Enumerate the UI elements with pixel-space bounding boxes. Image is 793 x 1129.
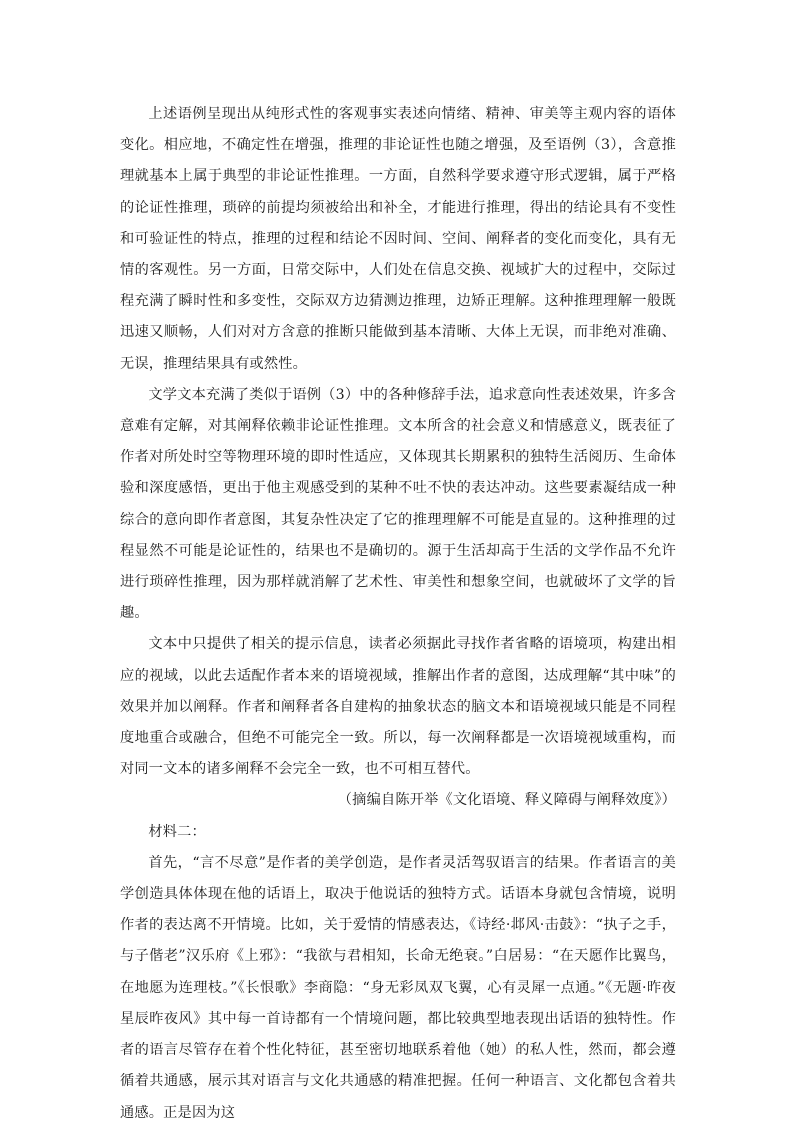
paragraph-literary-text: 文学文本充满了类似于语例（3）中的各种修辞手法，追求意向性表述效果，许多含意难有定解，对其阐释依赖非论证性推理。文本所含的社会意义和情感意义，既表征了作者对所处时空等物理环境的即时性适应，又体现其长期累积的独特生活阅历、生命体验和深度感悟，更出于他主观感受到的某种不吐不快的表达冲动。这些要素凝结成一种综合的意向即作者意图，其复杂性决定了它的推理理解不可能是直显的。这种推理的过程显然不可能是论证性的，结果也不是确切的。源于生活却高于生活的文学作品不允许进行琐碎性推理，因为那样就消解了艺术性、审美性和想象空间，也就破坏了文学的旨趣。 bbox=[120, 386, 676, 622]
source-citation: （摘编自陈开举《文化语境、释义障碍与阐释效度》） bbox=[337, 792, 676, 809]
paragraph-inference-types: 上述语例呈现出从纯形式性的客观事实表述向情绪、精神、审美等主观内容的语体变化。相应地，不确定性在增强，推理的非论证性也随之增强，及至语例（3），含意推理就基本上属于典型的非论证性推理。一方面，自然科学要求遵守形式逻辑，属于严格的论证性推理，琐碎的前提均须被给出和补全，才能进行推理，得出的结论具有不变性和可验证性的特点，推理的过程和结论不因时间、空间、阐释者的变化而变化，具有无情的客观性。另一方面，日常交际中，人们处在信息交换、视域扩大的过程中，交际过程充满了瞬时性和多变性，交际双方边猜测边推理，边矫正理解。这种推理理解一般既迅速又顺畅，人们对对方含意的推断只能做到基本清晰、大体上无误，而非绝对准确、无误，推理结果具有或然性。 bbox=[120, 106, 676, 372]
paragraph-material-two: 首先，“言不尽意”是作者的美学创造，是作者灵活驾驭语言的结果。作者语言的美学创造具体体现在他的话语上，取决于他说话的独特方式。话语本身就包含情境，说明作者的表达离不开情境。比如，关于爱情的情感表达，《诗经·邶风·击鼓》：“执子之手，与子偕老”汉乐府《上邪》：“我欲与君相知，长命无绝衰。”白居易：“在天愿作比翼鸟，在地愿为连理枝。”《长恨歌》李商隐：“身无彩凤双飞翼，心有灵犀一点通。”《无题·昨夜星辰昨夜风》其中每一首诗都有一个情境问题，都比较典型地表现出话语的独特性。作者的语言尽管存在着个性化特征，甚至密切地联系着他（她）的私人性，然而，都会遵循着共通感，展示其对语言与文化共通感的精准把握。任何一种语言、文化都包含着共通感。正是因为这 bbox=[120, 854, 676, 1121]
material-two-heading: 材料二： bbox=[148, 823, 206, 840]
document-page bbox=[120, 99, 676, 1129]
paragraph-context-reconstruction: 文本中只提供了相关的提示信息，读者必须据此寻找作者省略的语境项，构建出相应的视域，以此去适配作者本来的语境视域，推解出作者的意图，达成理解“其中味”的效果并加以阐释。作者和阐释者各自建构的抽象状态的脑文本和语境视域只能是不同程度地重合或融合，但绝不可能完全一致。所以，每一次阐释都是一次语境视域重构，而对同一文本的诸多阐释不会完全一致，也不可相互替代。 bbox=[120, 636, 676, 778]
